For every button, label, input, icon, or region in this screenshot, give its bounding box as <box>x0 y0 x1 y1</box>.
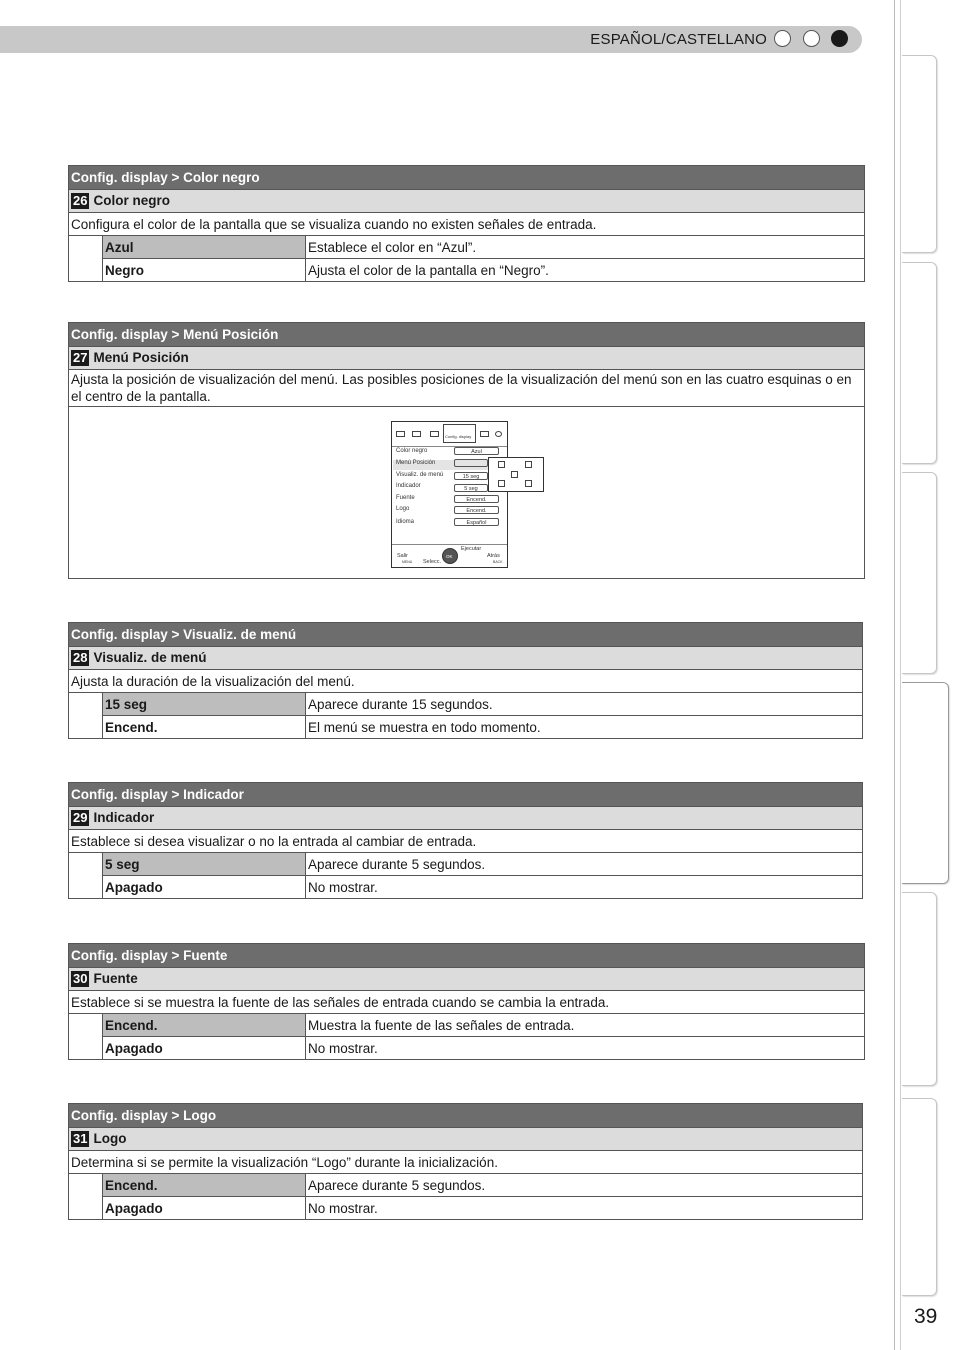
language-dot-icon-3-active <box>831 30 848 47</box>
side-tab-2[interactable] <box>902 262 937 464</box>
setup-icon <box>480 431 489 437</box>
section-indicador <box>68 782 863 899</box>
select-label: Selecc. <box>423 559 442 565</box>
section-description: Establece si se muestra la fuente de las señales de entrada cuando se cambia la entrada. <box>69 991 865 1014</box>
subtitle-label: Indicador <box>93 810 155 825</box>
input-icon <box>430 431 439 437</box>
item-number-badge: 26 <box>73 193 88 208</box>
option-desc: Aparece durante 5 segundos. <box>306 1174 863 1197</box>
menu-key-label: MENU <box>402 560 413 564</box>
menu-screenshot <box>391 421 508 568</box>
center-position-icon <box>511 471 518 478</box>
section-fuente <box>68 943 865 1060</box>
section-description: Determina si se permite la visualización “Logo” durante la inicialización. <box>69 1151 863 1174</box>
option-desc: El menú se muestra en todo momento. <box>306 716 863 739</box>
side-tab-6[interactable] <box>902 1098 937 1296</box>
item-number-badge: 27 <box>73 350 88 365</box>
menu-row-value: Encend. <box>454 495 499 503</box>
option-desc: Aparece durante 15 segundos. <box>306 693 863 716</box>
section-title: Config. display > Menú Posición <box>69 323 865 347</box>
section-title: Config. display > Fuente <box>69 944 865 968</box>
option-desc: Aparece durante 5 segundos. <box>306 853 863 876</box>
option-name: Negro <box>103 259 306 282</box>
side-tab-4-active[interactable] <box>902 682 949 884</box>
language-dot-icon-1 <box>774 30 791 47</box>
top-right-position-icon <box>525 461 532 468</box>
option-row <box>69 1037 865 1060</box>
picture-icon <box>396 431 405 437</box>
adjust-icon <box>412 431 421 437</box>
subtitle-label: Visualiz. de menú <box>93 650 207 665</box>
option-name: Encend. <box>103 1174 306 1197</box>
section-subtitle <box>69 190 865 213</box>
option-row <box>69 853 863 876</box>
language-header-bar <box>0 26 862 53</box>
item-number-badge: 31 <box>73 1131 88 1146</box>
option-desc: Ajusta el color de la pantalla en “Negro”. <box>306 259 865 282</box>
menu-footer <box>392 544 507 567</box>
menu-row-value: 15 seg <box>454 472 488 480</box>
bottom-left-position-icon <box>498 480 505 487</box>
menu-screenshot-cell <box>69 407 865 579</box>
option-row <box>69 236 865 259</box>
section-menu-posicion <box>68 322 865 579</box>
option-row <box>69 1174 863 1197</box>
option-name: Encend. <box>103 716 306 739</box>
option-desc: No mostrar. <box>306 1037 865 1060</box>
menu-row-label: Indicador <box>396 483 421 489</box>
option-desc: Muestra la fuente de las señales de entrada. <box>306 1014 865 1037</box>
side-tab-3[interactable] <box>902 472 937 674</box>
option-desc: No mostrar. <box>306 1197 863 1220</box>
section-title: Config. display > Visualiz. de menú <box>69 623 863 647</box>
page-number: 39 <box>914 1305 938 1328</box>
side-tab-1[interactable] <box>902 55 937 253</box>
execute-label: Ejecutar <box>461 546 482 552</box>
option-name: Azul <box>103 236 306 259</box>
subtitle-label: Color negro <box>93 193 170 208</box>
back-label: Atrás <box>487 553 500 559</box>
menu-row-value: Encend. <box>454 506 499 514</box>
item-number-badge: 30 <box>73 971 88 986</box>
menu-row-label: Logo <box>396 506 410 512</box>
menu-row-label: Fuente <box>396 495 415 501</box>
menu-row-value <box>454 459 488 467</box>
section-subtitle <box>69 807 863 830</box>
section-visualiz-menu <box>68 622 863 739</box>
option-row <box>69 259 865 282</box>
section-title: Config. display > Color negro <box>69 166 865 190</box>
language-label: ESPAÑOL/CASTELLANO <box>590 31 767 48</box>
option-name: 5 seg <box>103 853 306 876</box>
option-desc: No mostrar. <box>306 876 863 899</box>
section-color-negro <box>68 165 865 282</box>
menu-row-label: Color negro <box>396 448 428 454</box>
menu-row-label: Visualiz. de menú <box>396 472 444 478</box>
side-tabs <box>894 0 954 1350</box>
top-left-position-icon <box>498 461 505 468</box>
option-name: Encend. <box>103 1014 306 1037</box>
option-row <box>69 716 863 739</box>
display-tab-label: Config. display <box>445 434 472 439</box>
menu-row-label: Menú Posición <box>396 460 436 466</box>
section-subtitle <box>69 647 863 670</box>
info-icon <box>495 431 502 437</box>
menu-row-label: Idioma <box>396 519 415 525</box>
option-name: Apagado <box>103 876 306 899</box>
menu-row-value: Azul <box>454 447 499 455</box>
option-desc: Establece el color en “Azul”. <box>306 236 865 259</box>
section-title: Config. display > Logo <box>69 1104 863 1128</box>
exit-label: Salir <box>397 553 409 559</box>
section-description: Ajusta la duración de la visualización del menú. <box>69 670 863 693</box>
option-row <box>69 693 863 716</box>
position-popup <box>488 457 544 492</box>
side-tab-5[interactable] <box>902 892 937 1086</box>
menu-row-value: 5 seg <box>454 484 488 492</box>
menu-tab-bar <box>392 422 507 447</box>
option-row <box>69 1197 863 1220</box>
section-logo <box>68 1103 863 1220</box>
subtitle-label: Fuente <box>93 971 138 986</box>
item-number-badge: 28 <box>73 650 88 665</box>
menu-row-value: Español <box>454 518 499 526</box>
option-name: Apagado <box>103 1197 306 1220</box>
subtitle-label: Logo <box>93 1131 127 1146</box>
section-description: Ajusta la posición de visualización del menú. Las posibles posiciones de la visualización del menú son en las cuatro esquinas o en el centro de la pantalla. <box>69 370 865 407</box>
subtitle-label: Menú Posición <box>93 350 189 365</box>
section-title: Config. display > Indicador <box>69 783 863 807</box>
back-key-label: BACK <box>493 560 503 564</box>
side-divider-inner <box>900 0 901 1350</box>
section-description: Establece si desea visualizar o no la entrada al cambiar de entrada. <box>69 830 863 853</box>
section-description: Configura el color de la pantalla que se visualiza cuando no existen señales de entrada. <box>69 213 865 236</box>
option-row <box>69 1014 865 1037</box>
section-subtitle <box>69 968 865 991</box>
item-number-badge: 29 <box>73 810 88 825</box>
bottom-right-position-icon <box>525 480 532 487</box>
language-dot-icon-2 <box>803 30 820 47</box>
ok-label: OK <box>446 554 453 559</box>
option-row <box>69 876 863 899</box>
section-subtitle <box>69 1128 863 1151</box>
side-divider <box>894 0 895 1350</box>
option-name: Apagado <box>103 1037 306 1060</box>
section-subtitle <box>69 347 865 370</box>
option-name: 15 seg <box>103 693 306 716</box>
